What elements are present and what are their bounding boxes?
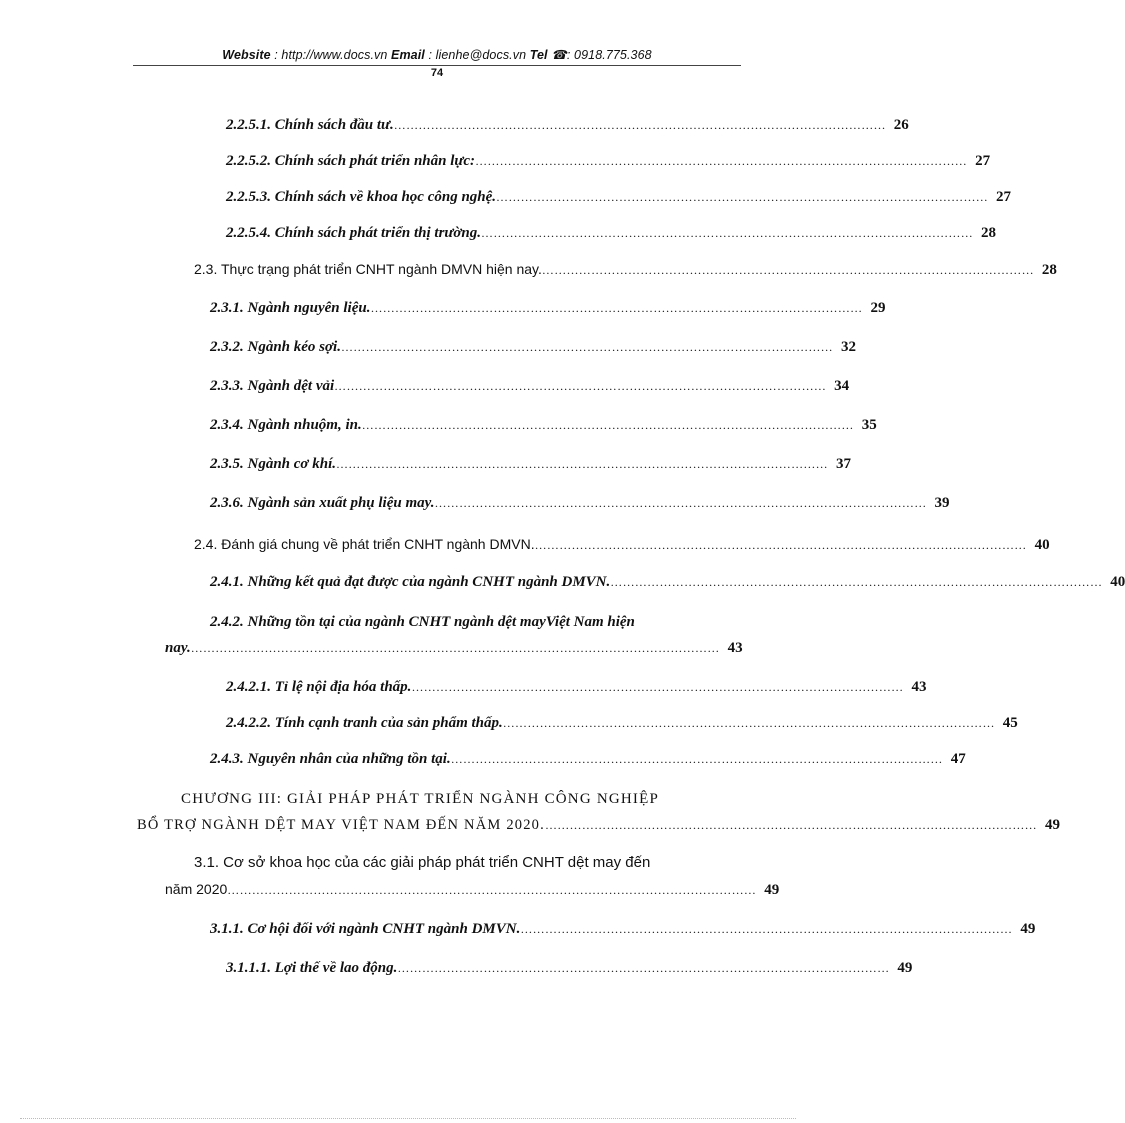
toc-entry-page: 29: [870, 300, 886, 316]
toc-entry[interactable]: [226, 115, 909, 135]
toc-leader: …………………………………………………………………………………………………………: [534, 538, 1027, 552]
toc-leader: …………………………………………………………………………………………………………: [544, 818, 1037, 832]
email-value[interactable]: : lienhe@docs.vn: [428, 48, 527, 62]
toc-entry[interactable]: [226, 958, 913, 978]
toc-entry-label: 2.2.5.3. Chính sách về khoa học công nghệ.: [226, 189, 497, 205]
header-rule: [133, 65, 741, 66]
toc-entry-page: 27: [996, 189, 1012, 205]
toc-leader: …………………………………………………………………………………………………………: [340, 340, 833, 354]
toc-entry-label: 2.4.2.1. Tỉ lệ nội địa hóa thấp.: [226, 679, 412, 695]
toc-entry-label: 2.3.4. Ngành nhuộm, in.: [210, 417, 362, 433]
toc-entry-label: 2.2.5.1. Chính sách đầu tư.: [226, 117, 394, 133]
toc-entry[interactable]: [210, 454, 851, 474]
toc-entry-page: 34: [834, 378, 850, 394]
toc-entry-label: 2.3.5. Ngành cơ khí.: [210, 456, 336, 472]
toc-leader: …………………………………………………………………………………………………………: [520, 922, 1013, 936]
phone-icon: ☎: [551, 48, 567, 62]
toc-leader: …………………………………………………………………………………………………………: [411, 680, 904, 694]
toc-entry-label: 2.3.3. Ngành dệt vải: [210, 378, 335, 394]
footer-dotted-rule: [20, 1118, 796, 1119]
toc-leader: …………………………………………………………………………………………………………: [397, 961, 890, 975]
toc-entry-label: 3.1.1. Cơ hội đối với ngành CNHT ngành DMVN.: [210, 921, 521, 937]
toc-entry-page: 27: [975, 153, 991, 169]
toc-entry[interactable]: [165, 638, 743, 658]
toc-entry-label: BỔ TRỢ NGÀNH DỆT MAY VIỆT NAM ĐẾN NĂM 2020.: [137, 817, 545, 833]
toc-leader: …………………………………………………………………………………………………………: [481, 226, 974, 240]
toc-leader: …………………………………………………………………………………………………………: [434, 496, 927, 510]
email-label: Email: [391, 48, 425, 62]
toc-entry-page: 49: [1044, 817, 1060, 833]
toc-leader: …………………………………………………………………………………………………………: [370, 301, 863, 315]
toc-leader: …………………………………………………………………………………………………………: [393, 118, 886, 132]
toc-entry[interactable]: [194, 259, 1057, 280]
page-number: 74: [430, 67, 444, 79]
toc-entry-page: 40: [1110, 574, 1125, 590]
toc-entry-label: 2.2.5.4. Chính sách phát triển thị trường.: [226, 225, 482, 241]
toc-leader: …………………………………………………………………………………………………………: [450, 752, 943, 766]
toc-entry-label: 3.1.1.1. Lợi thế về lao động.: [226, 960, 398, 976]
toc-entry-page: 26: [893, 117, 909, 133]
toc-entry-page: 40: [1034, 537, 1050, 553]
toc-entry[interactable]: [226, 151, 991, 171]
toc-entry[interactable]: [226, 187, 1012, 207]
toc-entry-label-first-line[interactable]: 3.1. Cơ sở khoa học của các giải pháp phát triển CNHT dệt may đến: [194, 854, 651, 871]
toc-leader: …………………………………………………………………………………………………………………: [190, 641, 720, 655]
toc-entry[interactable]: [226, 677, 927, 697]
toc-leader: …………………………………………………………………………………………………………: [502, 716, 995, 730]
toc-entry-page: 47: [950, 751, 966, 767]
toc-entry-label: 2.4.3. Nguyên nhân của những tồn tại.: [210, 751, 451, 767]
toc-entry-page: 45: [1002, 715, 1018, 731]
toc-leader: …………………………………………………………………………………………………………: [335, 457, 828, 471]
toc-entry-label: 2.4.2.2. Tính cạnh tranh của sản phẩm thấp.: [226, 715, 503, 731]
toc-entry-label: 2.4.1. Những kết quả đạt được của ngành CNHT ngành DMVN.: [210, 574, 611, 590]
toc-entry-page: 49: [897, 960, 913, 976]
toc-leader: …………………………………………………………………………………………………………………: [227, 883, 757, 897]
toc-entry[interactable]: [210, 415, 877, 435]
toc-entry[interactable]: [210, 572, 1125, 592]
toc-entry-label-first-line[interactable]: 2.4.2. Những tồn tại của ngành CNHT ngành dệt mayViệt Nam hiện: [210, 614, 635, 630]
toc-entry-label: 2.4. Đánh giá chung về phát triển CNHT ngành DMVN.: [194, 536, 535, 552]
toc-entry[interactable]: [226, 223, 997, 243]
toc-leader: …………………………………………………………………………………………………………: [334, 379, 827, 393]
toc-leader: …………………………………………………………………………………………………………: [496, 190, 989, 204]
toc-entry-label: năm 2020: [165, 881, 228, 897]
tel-label: Tel: [529, 48, 548, 62]
toc-entry[interactable]: [226, 713, 1018, 733]
toc-entry-label: 2.2.5.2. Chính sách phát triển nhân lực:: [226, 153, 476, 169]
toc-leader: …………………………………………………………………………………………………………: [541, 263, 1034, 277]
toc-entry-page: 43: [911, 679, 927, 695]
toc-entry[interactable]: [210, 376, 850, 396]
toc-entry-label: 2.3. Thực trạng phát triển CNHT ngành DMVN hiện nay.: [194, 261, 542, 277]
toc-entry-label: nay.: [165, 640, 191, 656]
toc-entry[interactable]: [194, 534, 1050, 555]
toc-entry-page: 49: [764, 882, 780, 898]
toc-entry[interactable]: [210, 298, 886, 318]
toc-entry[interactable]: [165, 879, 780, 900]
toc-entry[interactable]: [210, 337, 856, 357]
toc-entry-page: 37: [835, 456, 851, 472]
toc-leader: …………………………………………………………………………………………………………: [475, 154, 968, 168]
toc-entry-page: 43: [727, 640, 743, 656]
tel-value: : 0918.775.368: [566, 48, 652, 62]
toc-entry[interactable]: [210, 493, 950, 513]
toc-leader: …………………………………………………………………………………………………………: [361, 418, 854, 432]
toc-entry-label: 2.3.2. Ngành kéo sợi.: [210, 339, 341, 355]
toc-entry-page: 35: [861, 417, 877, 433]
toc-entry[interactable]: [210, 749, 966, 769]
toc-entry[interactable]: [137, 815, 1060, 835]
toc-leader: …………………………………………………………………………………………………………: [610, 575, 1103, 589]
toc-entry-page: 32: [840, 339, 856, 355]
toc-entry[interactable]: [210, 919, 1036, 939]
toc-entry-label: 2.3.1. Ngành nguyên liệu.: [210, 300, 371, 316]
page-header: [133, 47, 741, 62]
toc-entry-page: 28: [981, 225, 997, 241]
toc-entry-page: 28: [1041, 262, 1057, 278]
toc-entry-label: 2.3.6. Ngành sản xuất phụ liệu may.: [210, 495, 435, 511]
toc-entry-page: 39: [934, 495, 950, 511]
toc-entry-page: 49: [1020, 921, 1036, 937]
website-label: Website: [222, 48, 271, 62]
website-url[interactable]: : http://www.docs.vn: [274, 48, 388, 62]
chapter-heading-first-line[interactable]: CHƯƠNG III: GIẢI PHÁP PHÁT TRIỂN NGÀNH CÔNG NGHIỆP: [181, 791, 660, 807]
